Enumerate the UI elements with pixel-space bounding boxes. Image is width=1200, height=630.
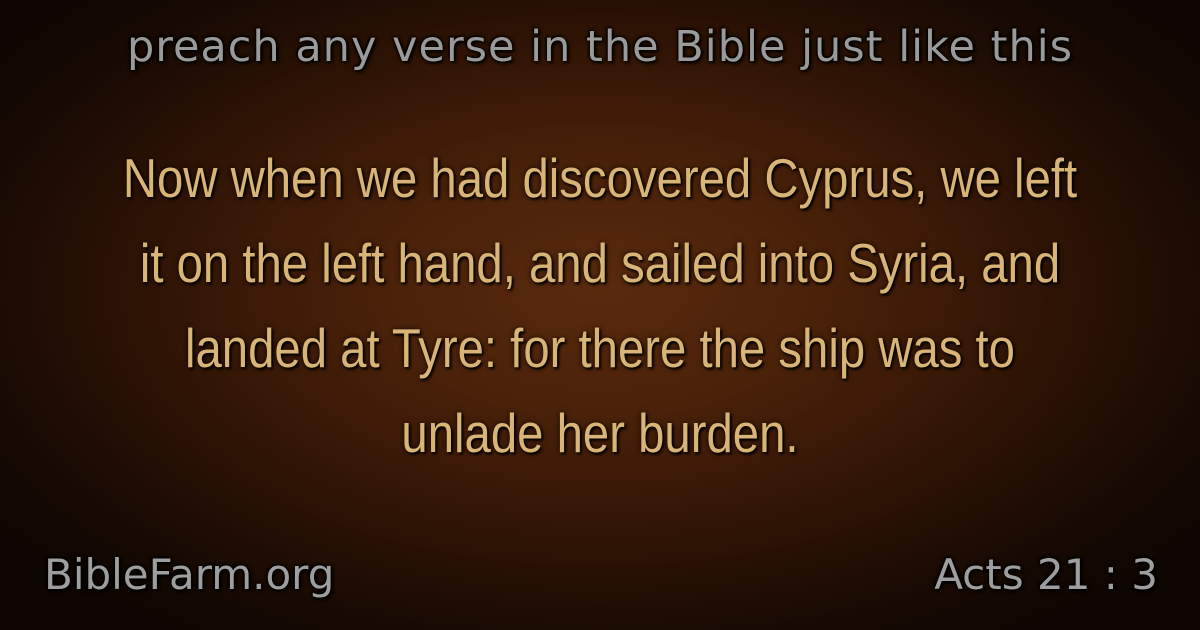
verse-reference: Acts 21 : 3: [934, 550, 1158, 599]
site-name: BibleFarm.org: [44, 550, 335, 599]
verse-text: Now when we had discovered Cyprus, we left it on the left hand, and sailed into Syria, and landed at Tyre: for there the ship was to unlade her burden.: [122, 147, 1078, 464]
tagline: preach any verse in the Bible just like this: [126, 22, 1074, 72]
